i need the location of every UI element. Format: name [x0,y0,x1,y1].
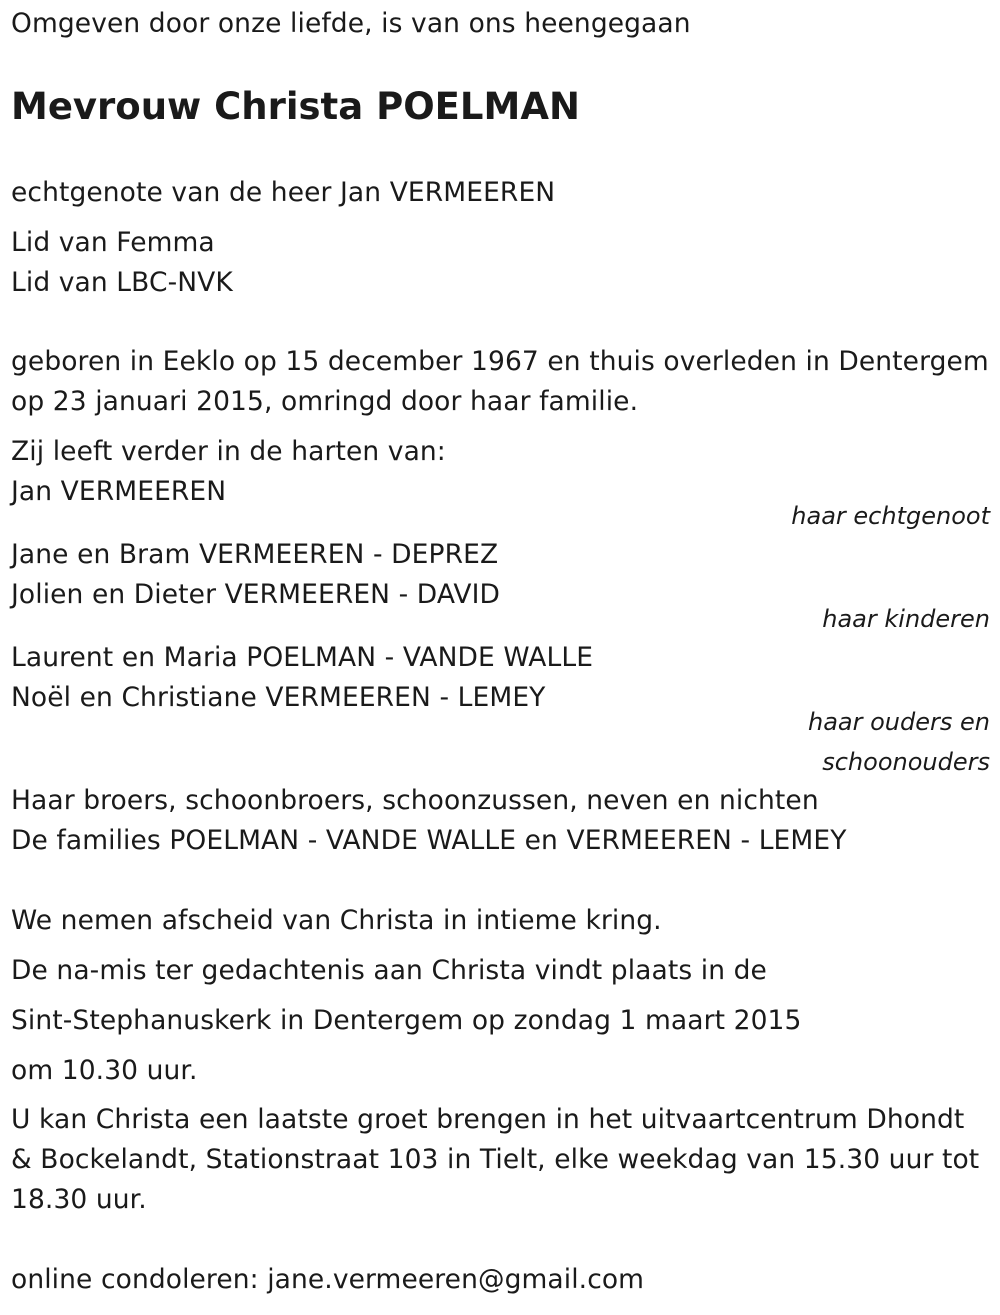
relation-label: haar kinderen [822,605,990,633]
birth-death-line: op 23 januari 2015, omringd door haar familie. [11,386,639,417]
visitation-line: 18.30 uur. [11,1184,147,1215]
relative-name: Jane en Bram VERMEEREN - DEPREZ [11,539,499,570]
relative-name: Jan VERMEEREN [11,476,227,507]
relation-label: haar ouders en [808,708,990,736]
relative-name: Laurent en Maria POELMAN - VANDE WALLE [11,642,594,673]
relative-name: Jolien en Dieter VERMEEREN - DAVID [11,579,501,610]
extended-family-line: Haar broers, schoonbroers, schoonzussen, neven en nichten [11,785,819,816]
birth-death-line: geboren in Eeklo op 15 december 1967 en thuis overleden in Dentergem [11,346,989,377]
survivors-intro: Zij leeft verder in de harten van: [11,436,446,467]
spouse-line: echtgenote van de heer Jan VERMEEREN [11,177,556,208]
relative-name: Noël en Christiane VERMEEREN - LEMEY [11,682,546,713]
visitation-line: & Bockelandt, Stationstraat 103 in Tielt, elke weekdag van 15.30 uur tot [11,1144,980,1175]
deceased-name: Mevrouw Christa POELMAN [11,85,580,128]
relation-label: haar echtgenoot [791,502,990,530]
mass-line: De na-mis ter gedachtenis aan Christa vindt plaats in de [11,955,767,986]
intro-text: Omgeven door onze liefde, is van ons heengegaan [11,8,691,39]
condolences-line: online condoleren: jane.vermeeren@gmail.com [11,1264,645,1295]
farewell-line: We nemen afscheid van Christa in intieme kring. [11,905,662,936]
extended-family-line: De families POELMAN - VANDE WALLE en VERMEEREN - LEMEY [11,825,847,856]
visitation-line: U kan Christa een laatste groet brengen in het uitvaartcentrum Dhondt [11,1104,965,1135]
mass-line: om 10.30 uur. [11,1055,198,1086]
membership-line: Lid van Femma [11,227,215,258]
relation-label: schoonouders [822,748,990,776]
mass-line: Sint-Stephanuskerk in Dentergem op zondag 1 maart 2015 [11,1005,802,1036]
membership-line: Lid van LBC-NVK [11,267,233,298]
